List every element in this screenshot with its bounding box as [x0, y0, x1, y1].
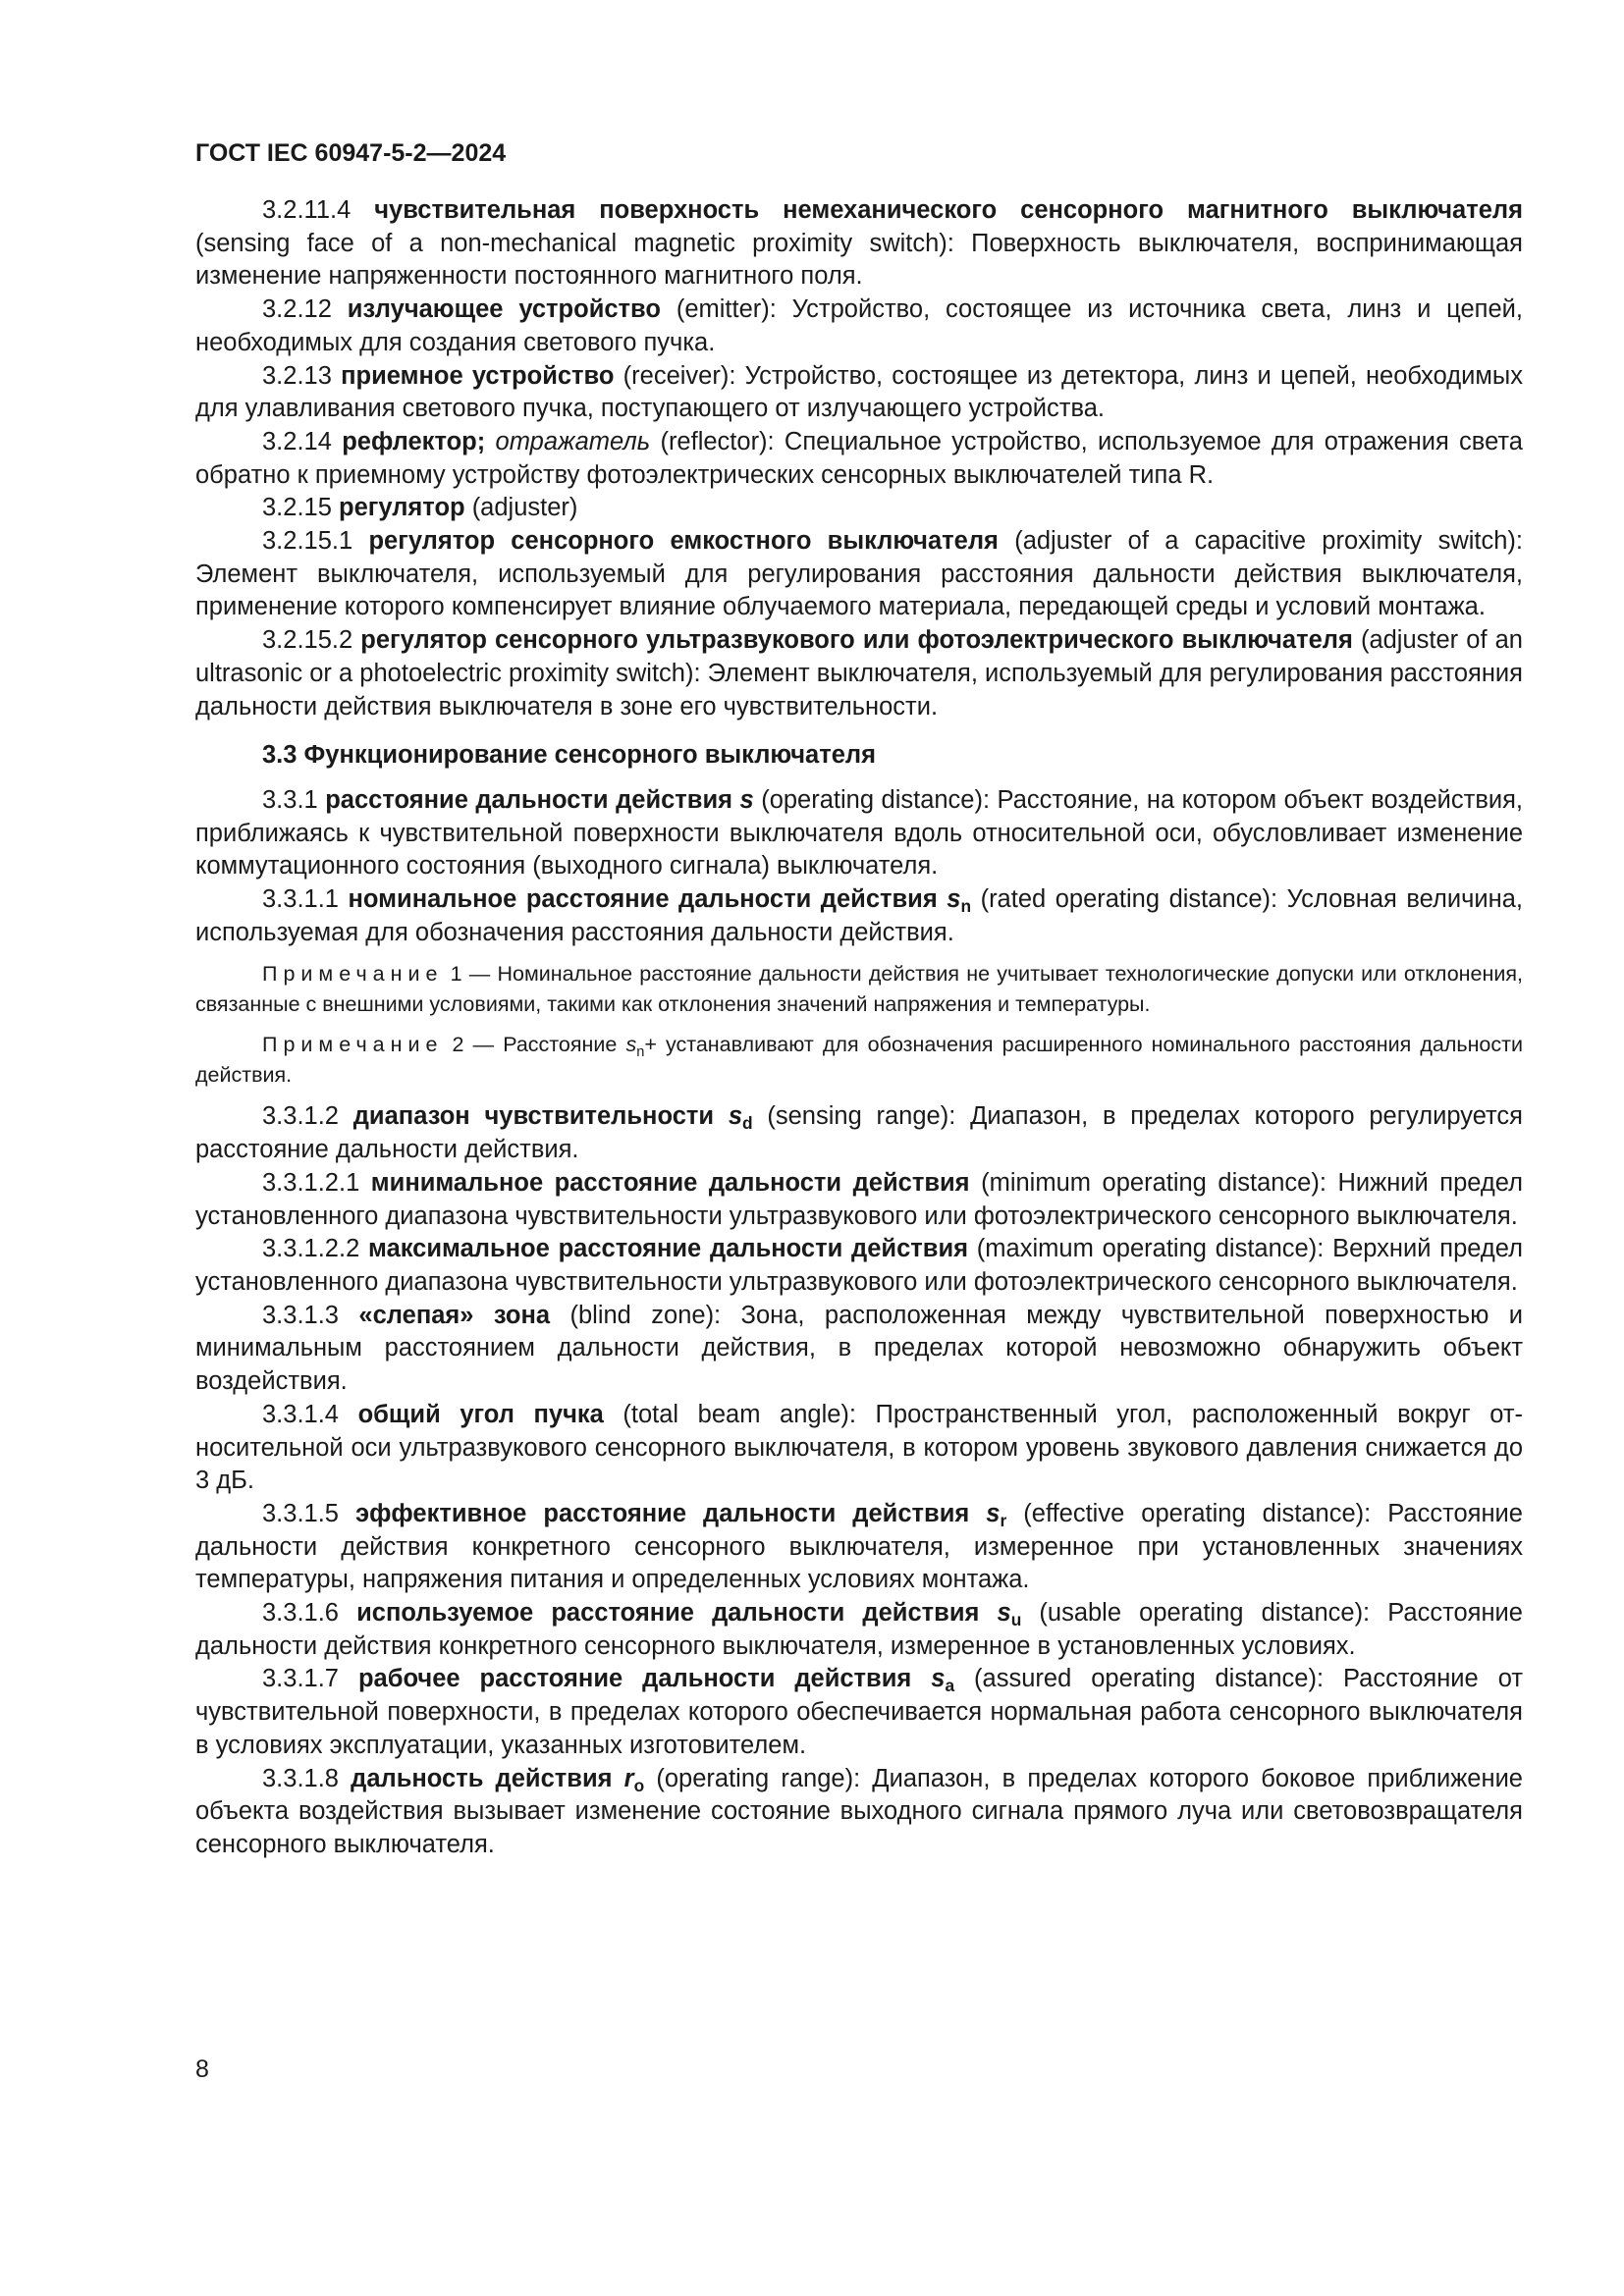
- note-1: Примечание 1 — Номинальное расстояние дальности действия не учитывает технологические допуски или отклонения, связанные с внешними условиями, такими как отклонения значений напряжения и температуры.: [195, 962, 1523, 1017]
- entry-3-2-11-4: 3.2.11.4 чувствительная поверхность немеханического сенсорного магнитного выключателя (sensing face of a non-mechanical magnetic proximity switch): Поверхность выключателя, воспринимающая изменение напряженности постоянного магнитного поля.: [195, 196, 1523, 291]
- entry-3-3-1-7: 3.3.1.7 рабочее расстояние дальности действия $s_a$ (assured operating distance): Расстояние от чувствительной поверхности, в пределах которого обеспечивается нормальная работа сенсорного выключателя в условиях эксплуатации, указанных изготовителем.: [195, 1665, 1523, 1759]
- entry-3-3-1-4: 3.3.1.4 общий угол пучка (total beam angle): Пространственный угол, расположенный вокруг относительной оси ультразвукового сенсорного выключателя, в котором уровень звукового давления снижается до 3 дБ.: [195, 1400, 1523, 1495]
- entry-3-3-1-2: 3.3.1.2 диапазон чувствительности $s_d$ (sensing range): Диапазон, в пределах которого регулируется расстояние дальности действия.: [195, 1102, 1523, 1164]
- entry-3-3-1-6: 3.3.1.6 используемое расстояние дальности действия $s_u$ (usable operating distance): Расстояние дальности действия конкретного сенсорного выключателя, измеренное в установленных условиях.: [195, 1599, 1523, 1660]
- entry-3-2-15-1: 3.2.15.1 регулятор сенсорного емкостного выключателя (adjuster of a capacitive proximity switch): Элемент выключателя, используемый для регулирования расстояния дальности действия выключателя, применение которого компенсирует влияние облучаемого материала, передающей среды и условий монтажа.: [195, 527, 1523, 621]
- entry-3-2-12: 3.2.12 излучающее устройство (emitter): Устройство, состоящее из источника света, линз и цепей, необходимых для создания светового пучка.: [195, 295, 1523, 356]
- entry-3-2-13: 3.2.13 приемное устройство (receiver): Устройство, состоящее из детектора, линз и цепей, необходимых для улавливания светового пучка, поступающего от излучающего устройства.: [195, 361, 1523, 423]
- entry-3-2-14: 3.2.14 рефлектор; отражатель (reflector): Специальное устройство, используемое для отражения света обратно к приемному устройству фотоэлектрических сенсорных выключателей типа R.: [195, 427, 1523, 489]
- entry-3-3-1-5: 3.3.1.5 эффективное расстояние дальности действия $s_r$ (effective operating distance): Расстояние дальности действия конкретного сенсорного выключателя, измеренное при установленных значениях температуры, напряжения питания и определенных условиях монтажа.: [195, 1499, 1523, 1594]
- entry-3-2-15-2: 3.2.15.2 регулятор сенсорного ультразвукового или фотоэлектрического выключателя (adjuster of an ultrasonic or a photoelectric proximity switch): Элемент выключателя, используемый для регулирования расстояния дальности действия выключателя в зоне его чувствительности.: [195, 626, 1523, 721]
- entry-3-3-1-3: 3.3.1.3 «слепая» зона (blind zone): Зона, расположенная между чувствительной поверхностью и минимальным расстоянием дальности действия, в пределах которой невозможно обнаружить объект воздействия.: [195, 1301, 1523, 1396]
- entry-3-2-15: 3.2.15 регулятор (adjuster): [262, 494, 578, 522]
- document-header: ГОСТ IEC 60947-5-2—2024: [195, 139, 507, 167]
- entry-3-3-1-2-1: 3.3.1.2.1 минимальное расстояние дальности действия (minimum operating distance): Нижний предел установленного диапазона чувствительности ультразвукового или фотоэлектрического сенсорного выключателя.: [195, 1168, 1523, 1230]
- page-number: 8: [195, 2056, 209, 2083]
- entry-3-3-1-2-2: 3.3.1.2.2 максимальное расстояние дальности действия (maximum operating distance): Верхний предел установленного диапазона чувствительности ультразвукового или фотоэлектрического сенсорного выключателя.: [195, 1235, 1523, 1296]
- note-2: Примечание 2 — Расстояние $s_n+$ устанавливают для обозначения расширенного номинального расстояния дальности действия.: [195, 1033, 1524, 1088]
- section-heading-3-3: 3.3 Функционирование сенсорного выключателя: [262, 741, 876, 770]
- entry-3-3-1-1: 3.3.1.1 номинальное расстояние дальности действия $s_n$ (rated operating distance): Условная величина, используемая для обозначения расстояния дальности действия.: [195, 885, 1523, 946]
- entry-3-3-1: 3.3.1 расстояние дальности действия s (operating distance): Расстояние, на котором объект воздействия, приближаясь к чувствительной поверхности выключателя вдоль относительной оси, обусловливает изменение коммутационного состояния (выходного сигнала) выключателя.: [195, 785, 1523, 881]
- document-page: [195, 137, 1523, 1862]
- entry-3-3-1-8: 3.3.1.8 дальность действия $r_o$ (operating range): Диапазон, в пределах которого боковое приближение объекта воздействия вызывает изменение состояние выходного сигнала прямого луча или световозвращателя сенсорного выключателя.: [195, 1764, 1523, 1858]
